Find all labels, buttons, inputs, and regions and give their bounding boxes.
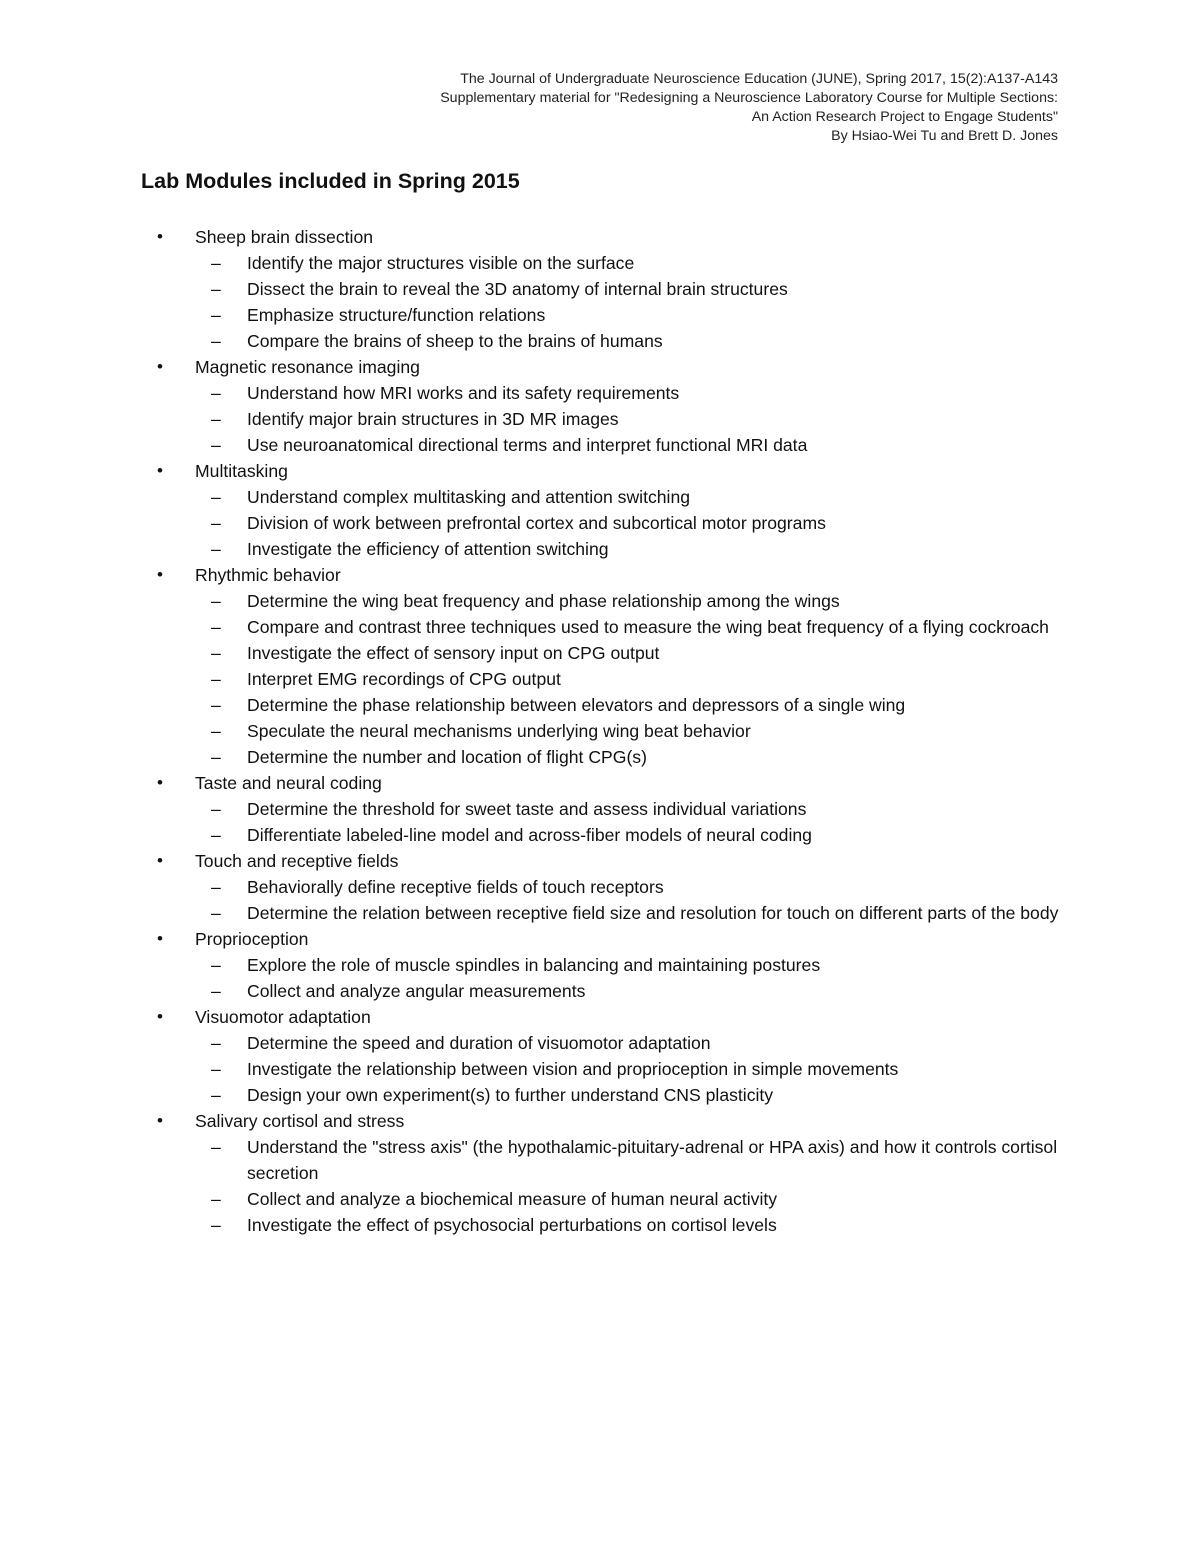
module-item — [141, 1004, 1091, 1030]
dash-icon: – — [211, 1085, 221, 1105]
objective-text: Compare and contrast three techniques used to measure the wing beat frequency of a flying cockroach — [247, 617, 1049, 637]
dash-icon: – — [211, 747, 221, 767]
module-block — [141, 1108, 1091, 1238]
bullet-icon: • — [157, 461, 163, 480]
dash-icon: – — [211, 409, 221, 429]
dash-icon: – — [211, 305, 221, 325]
dash-icon: – — [211, 877, 221, 897]
objective-text: Identify major brain structures in 3D MR images — [247, 409, 619, 429]
objective-text: Determine the speed and duration of visuomotor adaptation — [247, 1033, 711, 1053]
module-item — [141, 562, 1091, 588]
module-block — [141, 224, 1091, 354]
module-block — [141, 770, 1091, 848]
module-block — [141, 458, 1091, 562]
module-objective — [141, 1186, 1091, 1212]
module-objective — [141, 978, 1091, 1004]
authors: By Hsiao-Wei Tu and Brett D. Jones — [831, 128, 1058, 144]
dash-icon: – — [211, 435, 221, 455]
objective-text: Design your own experiment(s) to further understand CNS plasticity — [247, 1085, 774, 1105]
journal-citation: The Journal of Undergraduate Neuroscience Education (JUNE), Spring 2017, 15(2):A137-A143 — [460, 71, 1058, 87]
module-objective — [141, 432, 1091, 458]
module-objective — [141, 952, 1091, 978]
dash-icon: – — [211, 955, 221, 975]
bullet-icon: • — [157, 773, 163, 792]
dash-icon: – — [211, 1137, 221, 1157]
bullet-icon: • — [157, 1007, 163, 1026]
module-item — [141, 1108, 1091, 1134]
bullet-icon: • — [157, 565, 163, 584]
module-objective — [141, 874, 1091, 900]
dash-icon: – — [211, 253, 221, 273]
bullet-icon: • — [157, 851, 163, 870]
module-name: Taste and neural coding — [195, 773, 382, 793]
objective-text: Interpret EMG recordings of CPG output — [247, 669, 561, 689]
journal-header — [440, 70, 1058, 146]
module-block — [141, 926, 1091, 1004]
dash-icon: – — [211, 695, 221, 715]
objective-text: Determine the threshold for sweet taste and assess individual variations — [247, 799, 807, 819]
objective-text: Dissect the brain to reveal the 3D anatomy of internal brain structures — [247, 279, 788, 299]
objective-text: Determine the phase relationship between elevators and depressors of a single wing — [247, 695, 906, 715]
dash-icon: – — [211, 799, 221, 819]
objective-text: Determine the wing beat frequency and phase relationship among the wings — [247, 591, 840, 611]
dash-icon: – — [211, 487, 221, 507]
objective-text: Explore the role of muscle spindles in balancing and maintaining postures — [247, 955, 821, 975]
dash-icon: – — [211, 513, 221, 533]
article-title-continued: An Action Research Project to Engage Students" — [751, 109, 1058, 125]
module-objective — [141, 1056, 1091, 1082]
module-objective — [141, 484, 1091, 510]
module-objective — [141, 718, 1091, 744]
module-objective — [141, 588, 1091, 614]
module-objective — [141, 510, 1091, 536]
module-item — [141, 848, 1091, 874]
dash-icon: – — [211, 383, 221, 403]
module-name: Visuomotor adaptation — [195, 1007, 371, 1027]
module-objective — [141, 302, 1091, 328]
objective-text: Determine the number and location of flight CPG(s) — [247, 747, 647, 767]
module-objective — [141, 380, 1091, 406]
objective-text: Division of work between prefrontal cortex and subcortical motor programs — [247, 513, 826, 533]
objective-text: Collect and analyze a biochemical measure of human neural activity — [247, 1189, 778, 1209]
objective-text: Identify the major structures visible on the surface — [247, 253, 635, 273]
module-objective — [141, 250, 1091, 276]
module-list — [141, 224, 1091, 1238]
module-objective — [141, 822, 1091, 848]
module-item — [141, 458, 1091, 484]
module-item — [141, 926, 1091, 952]
bullet-icon: • — [157, 1111, 163, 1130]
objective-text: Investigate the effect of psychosocial perturbations on cortisol levels — [247, 1215, 777, 1235]
bullet-icon: • — [157, 357, 163, 376]
module-name: Sheep brain dissection — [195, 227, 374, 247]
module-objective — [141, 1030, 1091, 1056]
module-objective — [141, 744, 1091, 770]
module-objective — [141, 406, 1091, 432]
dash-icon: – — [211, 279, 221, 299]
module-objective — [141, 536, 1091, 562]
objective-text: Investigate the effect of sensory input on CPG output — [247, 643, 660, 663]
module-name: Rhythmic behavior — [195, 565, 341, 585]
dash-icon: – — [211, 721, 221, 741]
objective-text: Emphasize structure/function relations — [247, 305, 546, 325]
objective-text: Behaviorally define receptive fields of touch receptors — [247, 877, 664, 897]
module-objective — [141, 276, 1091, 302]
module-name: Multitasking — [195, 461, 288, 481]
objective-text: Investigate the efficiency of attention switching — [247, 539, 609, 559]
objective-text: Investigate the relationship between vision and proprioception in simple movements — [247, 1059, 899, 1079]
dash-icon: – — [211, 1033, 221, 1053]
page-title: Lab Modules included in Spring 2015 — [141, 169, 520, 193]
module-objective — [141, 1134, 1091, 1186]
dash-icon: – — [211, 617, 221, 637]
dash-icon: – — [211, 981, 221, 1001]
dash-icon: – — [211, 331, 221, 351]
objective-text: Determine the relation between receptive field size and resolution for touch on different parts of the body — [247, 903, 1059, 923]
module-objective — [141, 1212, 1091, 1238]
module-block — [141, 1004, 1091, 1108]
dash-icon: – — [211, 669, 221, 689]
objective-text: Collect and analyze angular measurements — [247, 981, 586, 1001]
module-block — [141, 848, 1091, 926]
objective-text: Understand how MRI works and its safety requirements — [247, 383, 680, 403]
module-name: Salivary cortisol and stress — [195, 1111, 405, 1131]
module-objective — [141, 796, 1091, 822]
module-name: Proprioception — [195, 929, 309, 949]
dash-icon: – — [211, 643, 221, 663]
supplementary-note: Supplementary material for "Redesigning a Neuroscience Laboratory Course for Multiple Sections: — [440, 90, 1058, 106]
bullet-icon: • — [157, 227, 163, 246]
objective-text: Understand the "stress axis" (the hypothalamic-pituitary-adrenal or HPA axis) and how it controls cortisol secretion — [247, 1137, 1058, 1183]
objective-text: Use neuroanatomical directional terms and interpret functional MRI data — [247, 435, 808, 455]
module-objective — [141, 614, 1091, 640]
dash-icon: – — [211, 1059, 221, 1079]
module-block — [141, 354, 1091, 458]
module-item — [141, 224, 1091, 250]
dash-icon: – — [211, 1215, 221, 1235]
module-objective — [141, 1082, 1091, 1108]
module-item — [141, 354, 1091, 380]
module-name: Magnetic resonance imaging — [195, 357, 420, 377]
objective-text: Understand complex multitasking and attention switching — [247, 487, 691, 507]
bullet-icon: • — [157, 929, 163, 948]
module-objective — [141, 640, 1091, 666]
objective-text: Compare the brains of sheep to the brains of humans — [247, 331, 663, 351]
module-objective — [141, 328, 1091, 354]
dash-icon: – — [211, 539, 221, 559]
module-objective — [141, 666, 1091, 692]
module-objective — [141, 900, 1091, 926]
dash-icon: – — [211, 1189, 221, 1209]
dash-icon: – — [211, 903, 221, 923]
objective-text: Differentiate labeled-line model and across-fiber models of neural coding — [247, 825, 812, 845]
module-block — [141, 562, 1091, 770]
module-objective — [141, 692, 1091, 718]
dash-icon: – — [211, 825, 221, 845]
dash-icon: – — [211, 591, 221, 611]
module-name: Touch and receptive fields — [195, 851, 399, 871]
module-item — [141, 770, 1091, 796]
objective-text: Speculate the neural mechanisms underlying wing beat behavior — [247, 721, 751, 741]
